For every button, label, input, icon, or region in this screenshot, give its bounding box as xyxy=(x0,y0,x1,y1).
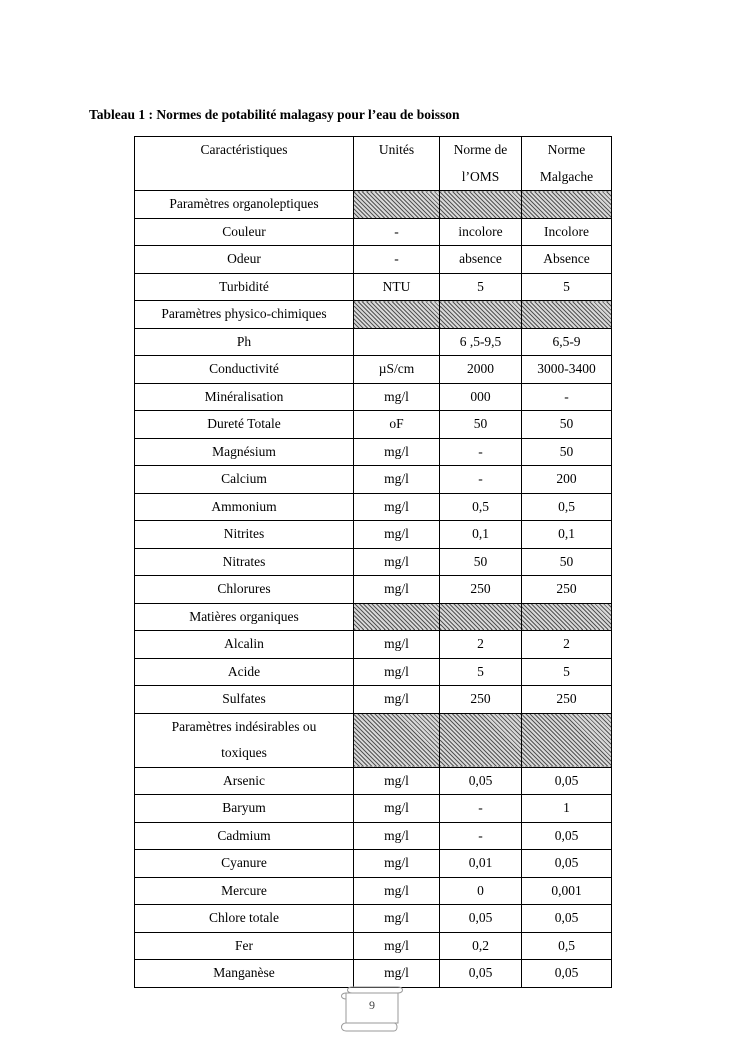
parameter-cell: Baryum xyxy=(135,795,354,823)
table-row xyxy=(135,273,612,301)
who-norm-cell: - xyxy=(440,438,522,466)
parameter-cell: Nitrites xyxy=(135,521,354,549)
header-malagasy-norm xyxy=(522,137,612,191)
malagasy-norm-cell: 0,05 xyxy=(522,905,612,933)
malagasy-norm-cell: 200 xyxy=(522,466,612,494)
table-row xyxy=(135,246,612,274)
unit-cell: mg/l xyxy=(354,932,440,960)
who-norm-cell: 0 xyxy=(440,877,522,905)
parameter-cell: Manganèse xyxy=(135,960,354,988)
section-row xyxy=(135,191,612,219)
section-title: Matières organiques xyxy=(135,603,354,631)
who-norm-cell: 2 xyxy=(440,631,522,659)
table-row xyxy=(135,576,612,604)
parameter-cell: Minéralisation xyxy=(135,383,354,411)
unit-cell: mg/l xyxy=(354,548,440,576)
who-norm-cell: 0,01 xyxy=(440,850,522,878)
section-row xyxy=(135,713,612,767)
who-norm-cell: 0,05 xyxy=(440,960,522,988)
unit-cell: mg/l xyxy=(354,905,440,933)
hatched-cell xyxy=(522,191,612,219)
hatched-cell xyxy=(522,603,612,631)
unit-cell: mg/l xyxy=(354,383,440,411)
parameter-cell: Chlorures xyxy=(135,576,354,604)
who-norm-cell: 000 xyxy=(440,383,522,411)
header-characteristics: Caractéristiques xyxy=(135,137,354,191)
malagasy-norm-cell: 3000-3400 xyxy=(522,356,612,384)
table-row xyxy=(135,905,612,933)
parameter-cell: Dureté Totale xyxy=(135,411,354,439)
who-norm-cell: 6 ,5-9,5 xyxy=(440,328,522,356)
malagasy-norm-cell: 5 xyxy=(522,658,612,686)
who-norm-cell: 0,1 xyxy=(440,521,522,549)
table-row xyxy=(135,466,612,494)
malagasy-norm-cell: - xyxy=(522,383,612,411)
unit-cell: mg/l xyxy=(354,795,440,823)
unit-cell: mg/l xyxy=(354,466,440,494)
section-row xyxy=(135,301,612,329)
who-norm-cell: absence xyxy=(440,246,522,274)
parameter-cell: Couleur xyxy=(135,218,354,246)
parameter-cell: Arsenic xyxy=(135,767,354,795)
malagasy-norm-cell: 250 xyxy=(522,576,612,604)
parameter-cell: Mercure xyxy=(135,877,354,905)
header-who-norm xyxy=(440,137,522,191)
unit-cell: mg/l xyxy=(354,822,440,850)
malagasy-norm-cell: 0,05 xyxy=(522,767,612,795)
malagasy-norm-cell: 0,001 xyxy=(522,877,612,905)
unit-cell: mg/l xyxy=(354,438,440,466)
parameter-cell: Cadmium xyxy=(135,822,354,850)
section-title: Paramètres physico-chimiques xyxy=(135,301,354,329)
malagasy-norm-cell: 50 xyxy=(522,411,612,439)
malagasy-norm-cell: 1 xyxy=(522,795,612,823)
malagasy-norm-cell: 0,05 xyxy=(522,850,612,878)
parameter-cell: Odeur xyxy=(135,246,354,274)
section-title-line: toxiques xyxy=(221,745,267,760)
parameter-cell: Cyanure xyxy=(135,850,354,878)
hatched-cell xyxy=(440,713,522,767)
who-norm-cell: 250 xyxy=(440,686,522,714)
who-norm-cell: 50 xyxy=(440,548,522,576)
unit-cell: mg/l xyxy=(354,767,440,795)
section-title-line: Paramètres indésirables ou xyxy=(171,718,317,734)
table-row xyxy=(135,438,612,466)
table-row xyxy=(135,218,612,246)
parameter-cell: Magnésium xyxy=(135,438,354,466)
malagasy-norm-cell: 0,05 xyxy=(522,960,612,988)
who-norm-cell: 50 xyxy=(440,411,522,439)
table-row xyxy=(135,960,612,988)
header-who-line2: l’OMS xyxy=(461,168,500,184)
who-norm-cell: 5 xyxy=(440,273,522,301)
header-mg-line2: Malgache xyxy=(539,168,594,184)
who-norm-cell: 0,05 xyxy=(440,905,522,933)
table-row xyxy=(135,356,612,384)
malagasy-norm-cell: 5 xyxy=(522,273,612,301)
hatched-cell xyxy=(522,713,612,767)
table-row xyxy=(135,850,612,878)
who-norm-cell: 0,5 xyxy=(440,493,522,521)
who-norm-cell: - xyxy=(440,822,522,850)
malagasy-norm-cell: 250 xyxy=(522,686,612,714)
hatched-cell xyxy=(440,191,522,219)
unit-cell: mg/l xyxy=(354,631,440,659)
table-row xyxy=(135,822,612,850)
header-units: Unités xyxy=(354,137,440,191)
malagasy-norm-cell: 6,5-9 xyxy=(522,328,612,356)
potability-norms-table xyxy=(134,136,612,988)
malagasy-norm-cell: 2 xyxy=(522,631,612,659)
unit-cell: mg/l xyxy=(354,877,440,905)
parameter-cell: Sulfates xyxy=(135,686,354,714)
malagasy-norm-cell: 50 xyxy=(522,438,612,466)
table-caption: Tableau 1 : Normes de potabilité malagasy pour l’eau de boisson xyxy=(89,107,460,122)
unit-cell: NTU xyxy=(354,273,440,301)
table-row xyxy=(135,521,612,549)
parameter-cell: Turbidité xyxy=(135,273,354,301)
who-norm-cell: - xyxy=(440,795,522,823)
unit-cell: - xyxy=(354,218,440,246)
unit-cell xyxy=(354,328,440,356)
malagasy-norm-cell: 0,5 xyxy=(522,493,612,521)
who-norm-cell: 5 xyxy=(440,658,522,686)
table-row xyxy=(135,795,612,823)
who-norm-cell: 0,2 xyxy=(440,932,522,960)
table-row xyxy=(135,548,612,576)
page-number: 9 xyxy=(369,998,375,1012)
table-row xyxy=(135,383,612,411)
header-row xyxy=(135,137,612,191)
hatched-cell xyxy=(354,603,440,631)
malagasy-norm-cell: 0,1 xyxy=(522,521,612,549)
page-footer xyxy=(338,985,406,1033)
parameter-cell: Calcium xyxy=(135,466,354,494)
table-row xyxy=(135,932,612,960)
who-norm-cell: 0,05 xyxy=(440,767,522,795)
unit-cell: mg/l xyxy=(354,521,440,549)
table-row xyxy=(135,767,612,795)
who-norm-cell: 250 xyxy=(440,576,522,604)
unit-cell: mg/l xyxy=(354,850,440,878)
hatched-cell xyxy=(440,301,522,329)
unit-cell: - xyxy=(354,246,440,274)
hatched-cell xyxy=(354,713,440,767)
hatched-cell xyxy=(354,191,440,219)
header-who-line1: Norme de xyxy=(453,142,508,157)
hatched-cell xyxy=(440,603,522,631)
unit-cell: oF xyxy=(354,411,440,439)
hatched-cell xyxy=(354,301,440,329)
who-norm-cell: 2000 xyxy=(440,356,522,384)
who-norm-cell: incolore xyxy=(440,218,522,246)
parameter-cell: Nitrates xyxy=(135,548,354,576)
malagasy-norm-cell: 50 xyxy=(522,548,612,576)
section-title xyxy=(135,713,354,767)
parameter-cell: Chlore totale xyxy=(135,905,354,933)
table-row xyxy=(135,686,612,714)
parameter-cell: Fer xyxy=(135,932,354,960)
parameter-cell: Ammonium xyxy=(135,493,354,521)
table-row xyxy=(135,493,612,521)
unit-cell: mg/l xyxy=(354,493,440,521)
unit-cell: mg/l xyxy=(354,658,440,686)
parameter-cell: Conductivité xyxy=(135,356,354,384)
unit-cell: mg/l xyxy=(354,576,440,604)
malagasy-norm-cell: Absence xyxy=(522,246,612,274)
unit-cell: mg/l xyxy=(354,960,440,988)
section-title: Paramètres organoleptiques xyxy=(135,191,354,219)
parameter-cell: Alcalin xyxy=(135,631,354,659)
unit-cell: µS/cm xyxy=(354,356,440,384)
malagasy-norm-cell: 0,5 xyxy=(522,932,612,960)
table-row xyxy=(135,411,612,439)
table-row xyxy=(135,877,612,905)
malagasy-norm-cell: 0,05 xyxy=(522,822,612,850)
table-row xyxy=(135,631,612,659)
table-row xyxy=(135,328,612,356)
parameter-cell: Ph xyxy=(135,328,354,356)
parameter-cell: Acide xyxy=(135,658,354,686)
malagasy-norm-cell: Incolore xyxy=(522,218,612,246)
header-mg-line1: Norme xyxy=(547,142,586,157)
hatched-cell xyxy=(522,301,612,329)
unit-cell: mg/l xyxy=(354,686,440,714)
table-body xyxy=(135,191,612,988)
section-row xyxy=(135,603,612,631)
table-row xyxy=(135,658,612,686)
who-norm-cell: - xyxy=(440,466,522,494)
